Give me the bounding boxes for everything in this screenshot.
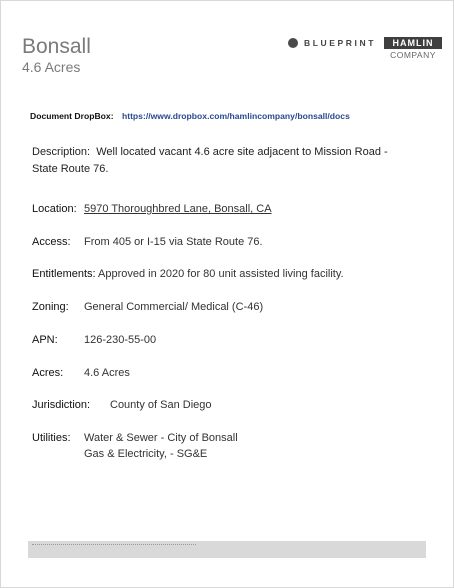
access-label: Access: (32, 236, 71, 248)
blueprint-logo (288, 38, 376, 48)
jurisdiction-row (32, 397, 212, 413)
footer-bar (28, 541, 426, 558)
entitlements-label: Entitlements: (32, 268, 96, 280)
acres-value: 4.6 Acres (84, 367, 130, 379)
description-label: Description: (32, 146, 91, 158)
description-text: Well located vacant 4.6 acre site adjacent to Mission Road - State Route 76. (32, 146, 388, 175)
utilities-row (32, 430, 238, 464)
blueprint-logo-text: BLUEPRINT (304, 38, 377, 48)
zoning-value: General Commercial/ Medical (C-46) (84, 301, 264, 313)
hamlin-logo-top: HAMLIN (384, 37, 442, 49)
dropbox-line (30, 111, 350, 121)
zoning-row (32, 299, 264, 315)
location-link[interactable]: 5970 Thoroughbred Lane, Bonsall, CA (84, 203, 272, 215)
utilities-label: Utilities: (32, 432, 71, 444)
dropbox-label: Document DropBox: (30, 111, 114, 121)
dropbox-link[interactable]: https://www.dropbox.com/hamlincompany/bonsall/docs (121, 111, 350, 121)
access-value: From 405 or I-15 via State Route 76. (84, 236, 263, 248)
apn-row (32, 332, 157, 348)
acres-label: Acres: (32, 367, 64, 379)
jurisdiction-label: Jurisdiction: (32, 399, 91, 411)
jurisdiction-value: County of San Diego (110, 399, 212, 411)
access-row (32, 234, 263, 250)
zoning-label: Zoning: (32, 301, 69, 313)
entitlements-row (32, 266, 344, 282)
hamlin-logo-bottom: COMPANY (390, 50, 436, 60)
page-title: Bonsall (22, 35, 91, 58)
hamlin-company-logo (384, 37, 442, 60)
page-subtitle: 4.6 Acres (22, 59, 81, 75)
location-row (32, 201, 272, 217)
apn-value: 126-230-55-00 (84, 334, 157, 346)
entitlements-value: Approved in 2020 for 80 unit assisted living facility. (98, 268, 344, 280)
utilities-line-2: Gas & Electricity, - SG&E (84, 448, 208, 460)
location-label: Location: (32, 203, 77, 215)
acres-row (32, 365, 130, 381)
utilities-line-1: Water & Sewer - City of Bonsall (84, 432, 238, 444)
description-block (32, 144, 412, 178)
apn-label: APN: (32, 334, 58, 346)
blueprint-logo-icon (288, 38, 298, 48)
footer-dotted-line (32, 544, 196, 545)
